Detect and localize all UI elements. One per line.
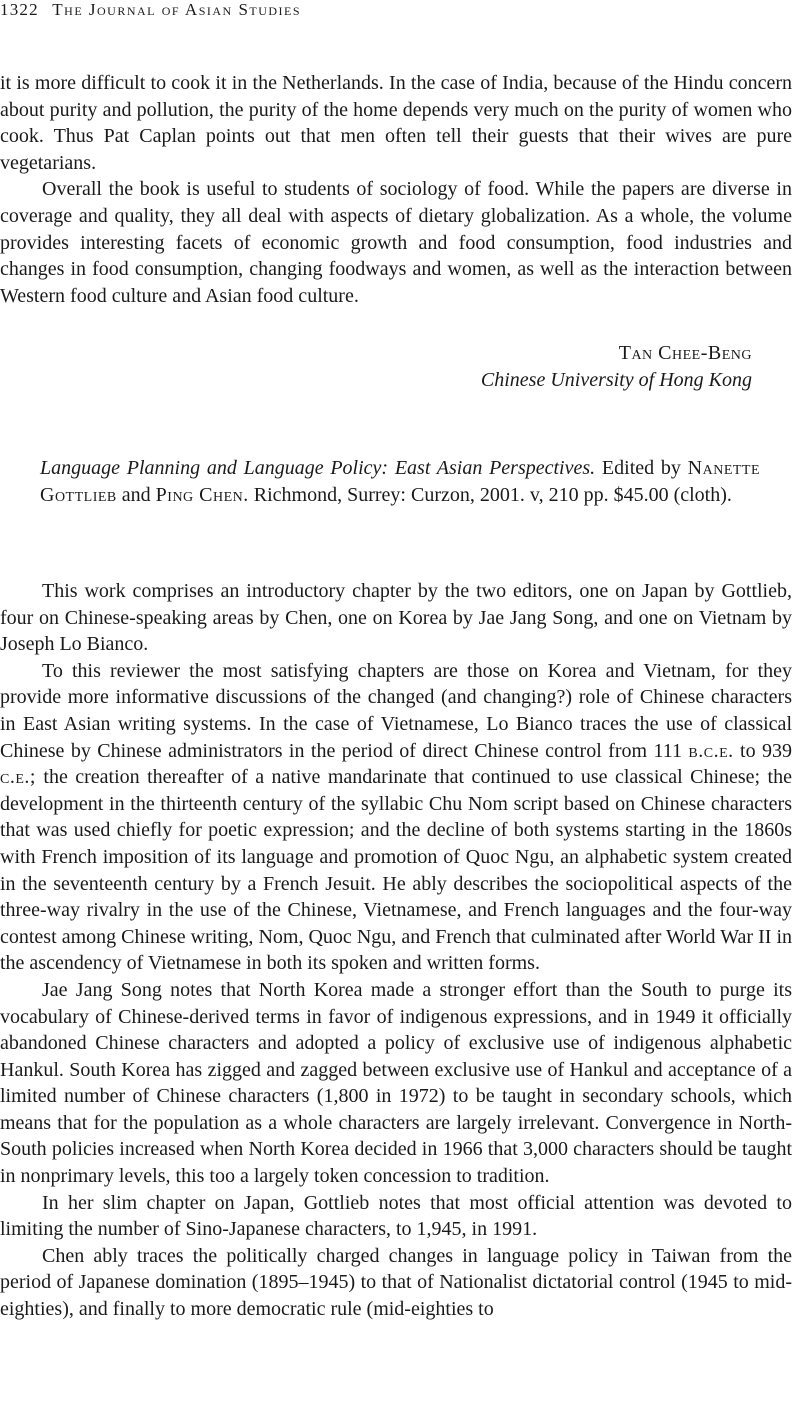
book-title: Language Planning and Language Policy: East Asian Perspectives. bbox=[40, 457, 596, 479]
era-abbrev: b.c.e. bbox=[688, 739, 734, 762]
journal-title: The Journal of Asian Studies bbox=[52, 0, 302, 19]
paragraph bbox=[0, 658, 792, 977]
previous-review-end bbox=[0, 70, 792, 309]
paragraph: Chen ably traces the politically charged changes in language policy in Taiwan from the period of Japanese domination (1895–1945) to that of Nationalist dictatorial control (1945 to mid-eighties), and finally to more democratic rule (mid-eighties to bbox=[0, 1244, 792, 1321]
page-number: 1322 bbox=[0, 0, 39, 19]
running-header bbox=[0, 0, 301, 24]
paragraph: Overall the book is useful to students of sociology of food. While the papers are diverse in coverage and quality, they all deal with aspects of dietary globalization. As a whole, the volume provides interesting facets of economic growth and food consumption, food industries and changes in food consumption, changing foodways and women, as well as the interaction between Western food culture and Asian food culture. bbox=[0, 178, 792, 307]
paragraph: it is more difficult to cook it in the Netherlands. In the case of India, because of the Hindu concern about purity and pollution, the purity of the home depends very much on the purity of women who cook. Thus Pat Caplan points out that men often tell their guests that their wives are pure vegetarians. bbox=[0, 72, 792, 174]
paragraph: This work comprises an introductory chapter by the two editors, one on Japan by Gottlieb, four on Chinese-speaking areas by Chen, one on Korea by Jae Jang Song, and one on Vietnam by Joseph Lo Bianco. bbox=[0, 580, 792, 656]
reviewer-name: Tan Chee-Beng bbox=[618, 342, 752, 364]
edited-by: Edited by bbox=[601, 457, 681, 479]
paragraph: Jae Jang Song notes that North Korea made a stronger effort than the South to purge its vocabulary of Chinese-derived terms in favor of indigenous expressions, and in 1949 it officially abandoned Chinese characters and adopted a policy of exclusive use of indigenous alphabetic Hankul. South Korea has zigged and zagged between exclusive use of Hankul and acceptance of a limited number of Chinese characters (1,800 in 1972) to be taught in secondary schools, which means that for the population as a whole characters are largely irrelevant. Convergence in North-South policies increased when North Korea decided in 1966 that 3,000 characters should be taught in nonprimary levels, this too a largely token concession to tradition. bbox=[0, 978, 792, 1188]
era-abbrev: c.e.; bbox=[0, 766, 36, 789]
editor-name: Nanette Gottlieb bbox=[40, 457, 761, 506]
book-details: v, 210 pp. $45.00 (cloth). bbox=[529, 483, 732, 506]
review-body bbox=[0, 578, 792, 1323]
publisher: Richmond, Surrey: Curzon, 2001. bbox=[253, 483, 525, 506]
text-run: to 939 bbox=[740, 739, 793, 762]
paragraph: In her slim chapter on Japan, Gottlieb notes that most official attention was devoted to limiting the number of Sino-Japanese characters, to 1,945, in 1991. bbox=[0, 1191, 792, 1241]
text-run: the creation thereafter of a native mandarinate that continued to use classical Chinese; the development in the thirteenth century of the syllabic Chu Nom script based on Chinese characters that was used chiefly for poetic expression; and the decline of both systems starting in the 1860s with French imposition of its language and promotion of Quoc Ngu, an alphabetic system created in the seventeenth century by a French Jesuit. He ably describes the sociopolitical aspects of the three-way rivalry in the use of the Chinese, Vietnamese, and French languages and the four-way contest among Chinese writing, Nom, Quoc Ngu, and French that culminated after World War II in the ascendency of Vietnamese in both its spoken and written forms. bbox=[0, 766, 792, 975]
text-run: To this reviewer the most satisfying chapters are those on Korea and Vietnam, for they provide more informative discussions of the changed (and changing?) role of Chinese characters in East Asian writing systems. In the case of Vietnamese, Lo Bianco traces the use of classical Chinese by Chinese administrators in the period of direct Chinese control from 111 bbox=[0, 659, 792, 762]
reviewer-affiliation: Chinese University of Hong Kong bbox=[480, 368, 752, 391]
book-reference bbox=[40, 455, 760, 508]
reviewer-signature bbox=[481, 340, 752, 393]
conjunction: and bbox=[121, 483, 151, 506]
editor-name: Ping Chen. bbox=[155, 483, 249, 506]
